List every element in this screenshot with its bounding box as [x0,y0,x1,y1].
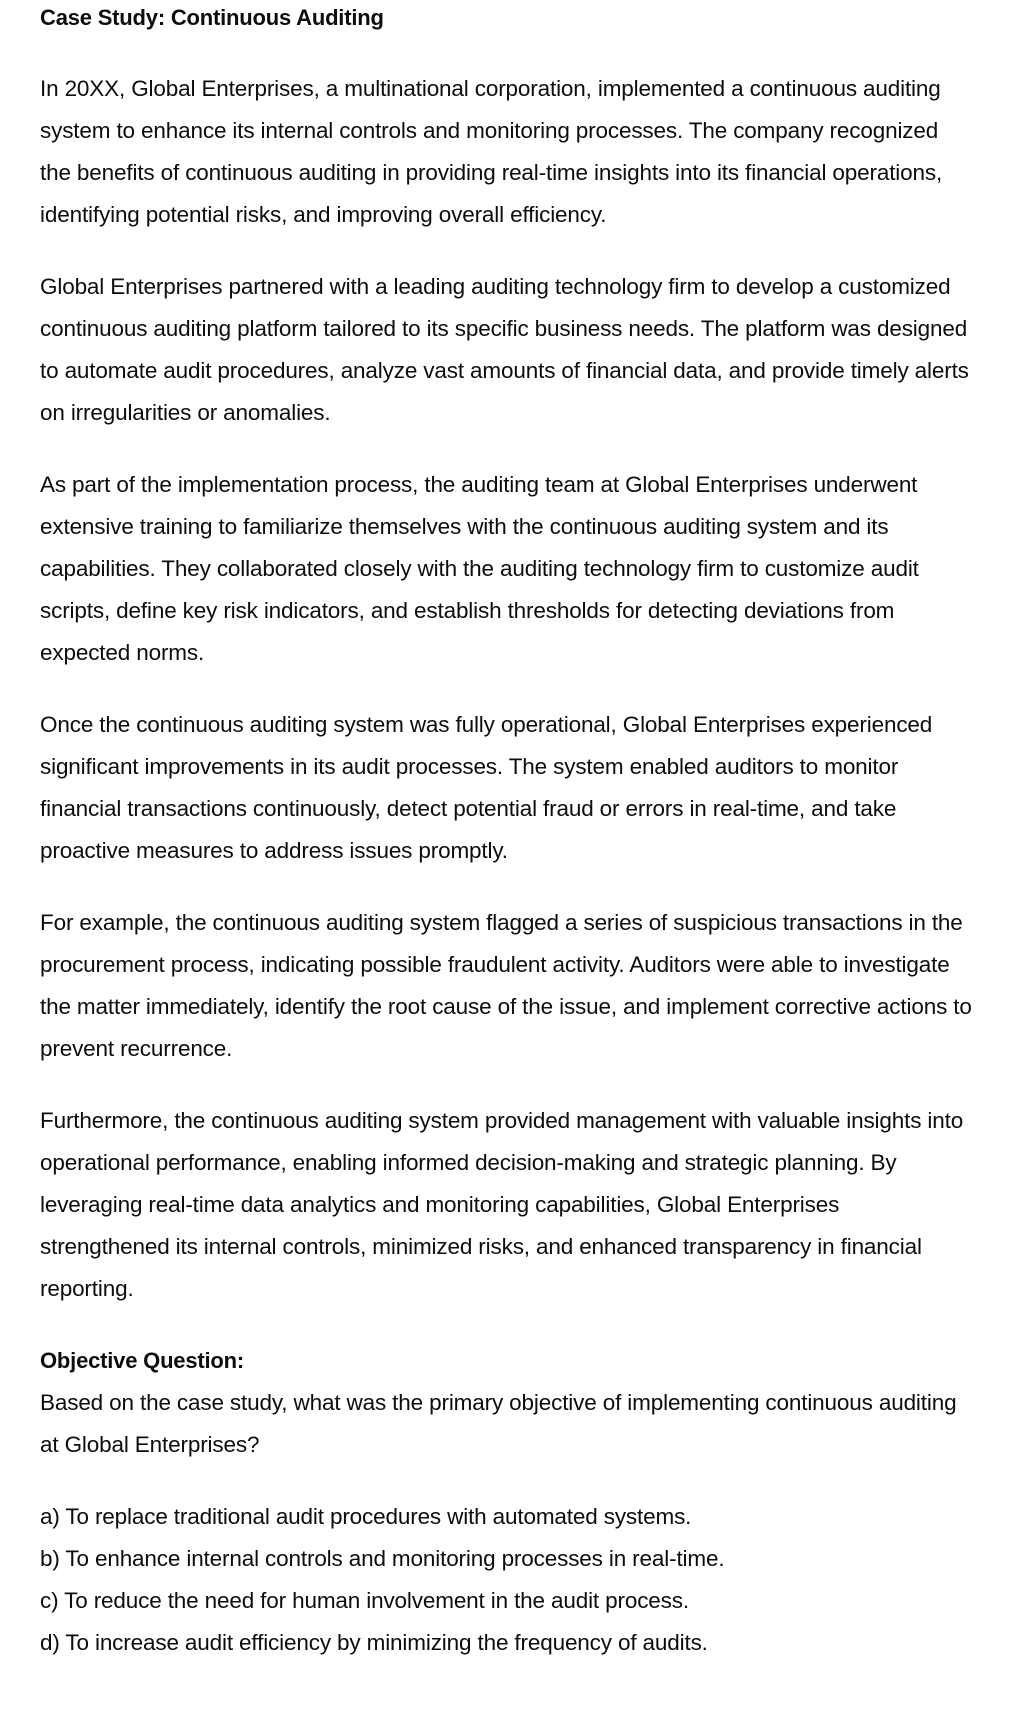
objective-question [40,1340,972,1664]
document-title: Case Study: Continuous Auditing [40,5,384,30]
paragraph-partnership: Global Enterprises partnered with a leading auditing technology firm to develop a customized continuous auditing platform tailored to its specific business needs. The platform was designed to automate audit procedures, analyze vast amounts of financial data, and provide timely alerts on irregularities or anomalies. [40,274,969,425]
question-heading: Objective Question: [40,1348,245,1373]
answer-option-c: c) To reduce the need for human involvement in the audit process. [40,1588,689,1613]
paragraph-results: Once the continuous auditing system was fully operational, Global Enterprises experienced significant improvements in its audit processes. The system enabled auditors to monitor financial transactions continuously, detect potential fraud or errors in real-time, and take proactive measures to address issues promptly. [40,712,933,863]
paragraph-intro: In 20XX, Global Enterprises, a multinational corporation, implemented a continuous auditing system to enhance its internal controls and monitoring processes. The company recognized the benefits of continuous auditing in providing real-time insights into its financial operations, identifying potential risks, and improving overall efficiency. [40,76,943,227]
answer-option-d: d) To increase audit efficiency by minimizing the frequency of audits. [40,1630,708,1655]
paragraph-furthermore: Furthermore, the continuous auditing system provided management with valuable insights into operational performance, enabling informed decision-making and strategic planning. By leveraging real-time data analytics and monitoring capabilities, Global Enterprises strengthened its internal controls, minimized risks, and enhanced transparency in financial reporting. [40,1108,964,1301]
answer-option-b: b) To enhance internal controls and monitoring processes in real-time. [40,1546,725,1571]
paragraph-example: For example, the continuous auditing system flagged a series of suspicious transactions in the procurement process, indicating possible fraudulent activity. Auditors were able to investigate the matter immediately, identify the root cause of the issue, and implement corrective actions to prevent recurrence. [40,910,972,1061]
paragraph-implementation: As part of the implementation process, the auditing team at Global Enterprises underwent extensive training to familiarize themselves with the continuous auditing system and its capabilities. They collaborated closely with the auditing technology firm to customize audit scripts, define key risk indicators, and establish thresholds for detecting deviations from expected norms. [40,472,919,665]
answer-option-a: a) To replace traditional audit procedures with automated systems. [40,1504,692,1529]
answer-options [40,1496,972,1664]
question-text: Based on the case study, what was the primary objective of implementing continuous auditing at Global Enterprises? [40,1390,957,1457]
